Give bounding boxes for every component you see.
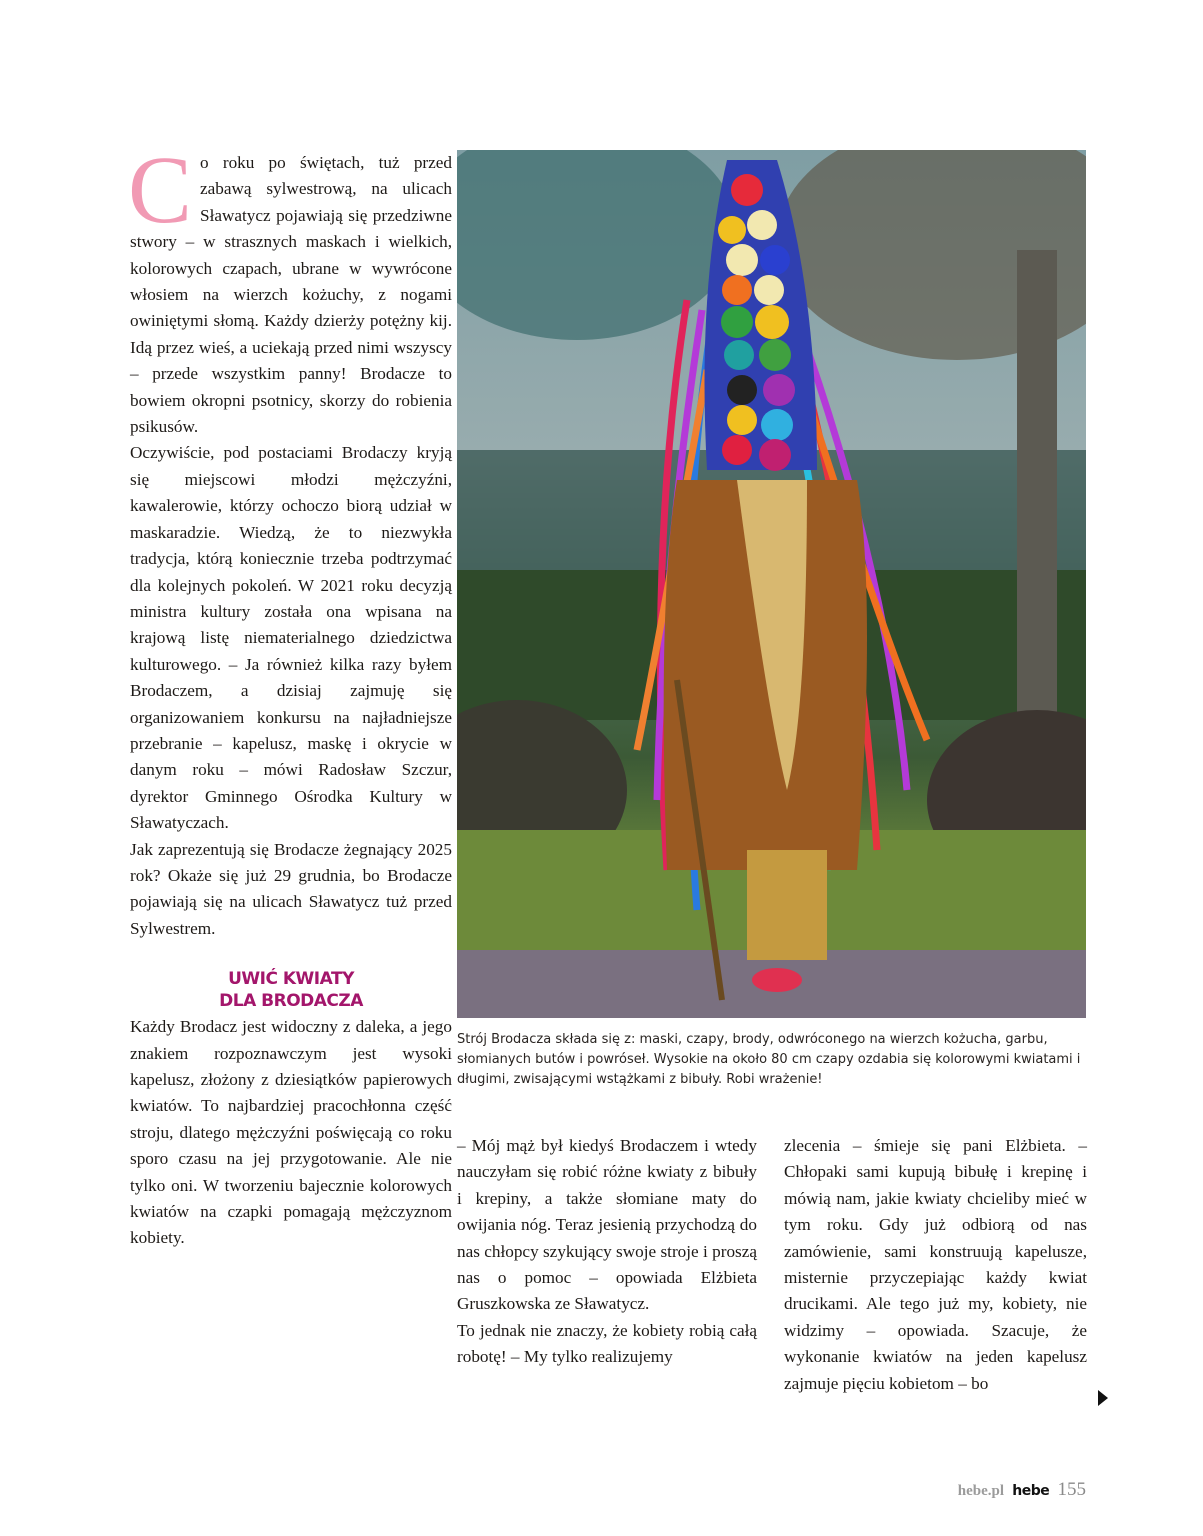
article-photo (457, 150, 1086, 1018)
brodacz-photo-illustration (457, 150, 1086, 1018)
article-right-column (784, 1133, 1087, 1397)
body-paragraph: Jak zaprezentują się Brodacze żegnający 2025 rok? Okaże się już 29 grudnia, bo Brodacze pojawiają się na ulicach Sławatycz tuż przed Sylwestrem. (130, 839, 452, 938)
body-paragraph: – Mój mąż był kiedyś Brodaczem i wtedy nauczyłam się robić różne kwiaty z bibuły i krepiny, a także słomiane maty do owijania nóg. Teraz jesienią przychodzą do nas chłopcy szykujący swoje stroje i proszą nas o pomoc – opowiada Elżbieta Gruszkowska ze Sławatycz. (457, 1136, 757, 1314)
body-paragraph: To jednak nie znaczy, że kobiety robią całą robotę! – My tylko realizujemy (457, 1320, 757, 1367)
article-left-column (128, 136, 452, 1252)
intro-paragraph: Co roku po świętach, tuż przed zabawą sylwestrową, na ulicach Sławatycz pojawiają się przedziwne stwory – w strasznych maskach i wielkich, kolorowych czapach, ubrane w wywrócone włosiem na wierzch kożuchy, z nogami owiniętymi słomą. Każdy dzierży potężny kij. Idą przez wieś, a uciekają przed nimi wszyscy – przede wszystkim panny! Brodacze to bowiem okropni psotnicy, skorzy do robienia psikusów. (128, 136, 452, 437)
section-subheading: UWIĆ KWIATY DLA BRODACZA (219, 969, 363, 1012)
footer-site: hebe.pl (957, 1483, 1005, 1499)
footer-brand-logo: hebe (1012, 1483, 1050, 1499)
page-number: 155 (1057, 1479, 1086, 1500)
drop-cap: C (128, 136, 193, 243)
body-paragraph: Oczywiście, pod postaciami Brodaczy kryją się miejscowi młodzi mężczyźni, kawalerowie, którzy ochoczo biorą udział w maskaradzie. Wiedzą, że to niezwykła tradycja, którą koniecznie trzeba podtrzymać dla kolejnych pokoleń. W 2021 roku decyzją ministra kultury została ona wpisana na krajową listę niematerialnego dziedzictwa kulturowego. – Ja również kilka razy byłem Brodaczem, a dzisiaj zajmuję się organizowaniem konkursu na najładniejsze przebranie – kapelusz, maskę i okrycie w danym roku – mówi Radosław Szczur, dyrektor Gminnego Ośrodka Kultury w Sławatyczach. (130, 443, 452, 833)
page-footer (958, 1479, 1086, 1501)
body-paragraph: Każdy Brodacz jest widoczny z daleka, a jego znakiem rozpoznawczym jest wysoki kapelusz, złożony z dziesiątków papierowych kwiatów. To najbardziej pracochłonna część stroju, dlatego mężczyźni poświęcają co roku sporo czasu na jej przygotowanie. Ale nie tylko oni. W tworzeniu bajecznie kolorowych kwiatów na czapki pomagają mężczyznom kobiety. (130, 1017, 452, 1248)
photo-caption: Strój Brodacza składa się z: maski, czapy, brody, odwróconego na wierzch kożucha, garbu, słomianych butów i powróseł. Wysokie na około 80 cm czapy ozdabia się kolorowymi kwiatami i długimi, zwisającymi wstążkami z bibuły. Robi wrażenie! (457, 1032, 1081, 1087)
article-middle-column (457, 1133, 757, 1371)
body-paragraph: zlecenia – śmieje się pani Elżbieta. – Chłopaki sami kupują bibułę i krepinę i mówią nam, jakie kwiaty chcieliby mieć w tym roku. Gdy już odbiorą od nas zamówienie, sami konstruują kapelusze, misternie przyczepiając każdy kwiat drucikami. Ale tego już my, kobiety, nie widzimy – opowiada. Szacuje, że wykonanie kwiatów na jeden kapelusz zajmuje pięciu kobietom – bo (784, 1136, 1087, 1393)
continue-arrow-icon (1098, 1390, 1108, 1406)
